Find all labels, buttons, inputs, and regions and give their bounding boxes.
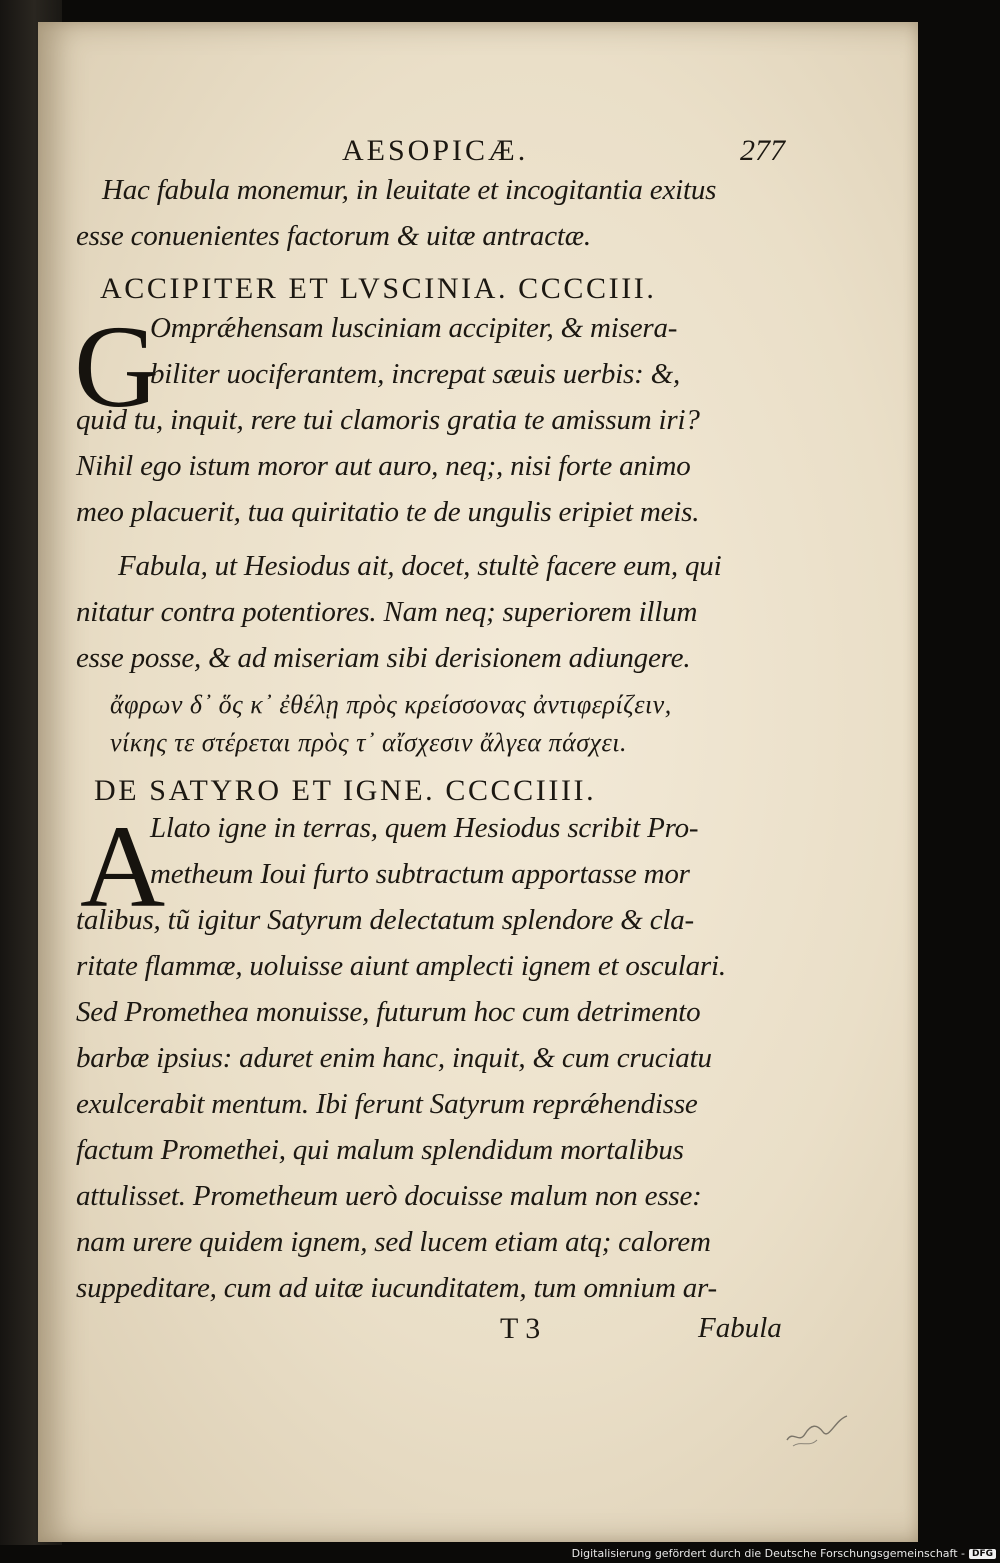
fable-heading: DE SATYRO ET IGNE. CCCCIIII. — [94, 774, 597, 807]
fable-text-line: Llato igne in terras, quem Hesiodus scribit Pro- — [150, 812, 699, 844]
fable-heading: ACCIPITER ET LVSCINIA. CCCCIII. — [100, 272, 657, 305]
intro-line: Hac fabula monemur, in leuitate et incogitantia exitus — [102, 174, 717, 206]
fable-text-line: biliter uociferantem, increpat sæuis uerbis: &, — [150, 358, 681, 390]
fable-text-line: ritate flammæ, uoluisse aiunt amplecti ignem et osculari. — [76, 950, 726, 982]
running-head: AESOPICÆ. — [342, 134, 529, 167]
catchword: Fabula — [698, 1312, 782, 1344]
fable-text-line: talibus, tũ igitur Satyrum delectatum splendore & cla- — [76, 904, 694, 936]
fable-text-line: Nihil ego istum moror aut auro, neq;, nisi forte animo — [76, 450, 691, 482]
fable-text-line: Sed Promethea monuisse, futurum hoc cum detrimento — [76, 996, 701, 1028]
moral-line: nitatur contra potentiores. Nam neq; superiorem illum — [76, 596, 698, 628]
pencil-annotation-icon — [783, 1410, 853, 1450]
fable-text-line: quid tu, inquit, rere tui clamoris gratia te amissum iri? — [76, 404, 700, 436]
dfg-logo-icon: DFG — [969, 1549, 996, 1559]
moral-line: Fabula, ut Hesiodus ait, docet, stultè facere eum, qui — [118, 550, 722, 582]
moral-line: esse posse, & ad miseriam sibi derisionem adiungere. — [76, 642, 691, 674]
fable-text-line: nam urere quidem ignem, sed lucem etiam atq; calorem — [76, 1226, 711, 1258]
fable-text-line: factum Promethei, qui malum splendidum mortalibus — [76, 1134, 684, 1166]
digitization-credit — [572, 1547, 996, 1560]
fable-text-line: suppeditare, cum ad uitæ iucunditatem, tum omnium ar- — [76, 1272, 717, 1304]
fable-text-line: metheum Ioui furto subtractum apportasse mor — [150, 858, 690, 890]
greek-verse-line: ἄφρων δ᾽ ὅς κ᾽ ἐθέλῃ πρὸς κρείσσονας ἀντιφερίζειν, — [110, 690, 672, 719]
page-number: 277 — [740, 134, 785, 167]
greek-verse-line: νίκης τε στέρεται πρὸς τ᾽ αἴσχεσιν ἄλγεα πάσχει. — [110, 728, 627, 757]
fable-text-line: Omprǽhensam lusciniam accipiter, & misera- — [150, 312, 678, 344]
book-page — [38, 22, 918, 1542]
intro-line: esse conuenientes factorum & uitæ antractæ. — [76, 220, 591, 252]
signature-mark: T 3 — [500, 1312, 541, 1345]
drop-capital: G — [74, 301, 160, 432]
fable-text-line: barbæ ipsius: aduret enim hanc, inquit, & cum cruciatu — [76, 1042, 712, 1074]
fable-text-line: meo placuerit, tua quiritatio te de ungulis eripiet meis. — [76, 496, 700, 528]
fable-text-line: exulcerabit mentum. Ibi ferunt Satyrum reprǽhendisse — [76, 1088, 698, 1120]
drop-capital: A — [80, 801, 166, 932]
credit-text: Digitalisierung gefördert durch die Deutsche Forschungsgemeinschaft - — [571, 1547, 965, 1560]
fable-text-line: attulisset. Prometheum uerò docuisse malum non esse: — [76, 1180, 702, 1212]
